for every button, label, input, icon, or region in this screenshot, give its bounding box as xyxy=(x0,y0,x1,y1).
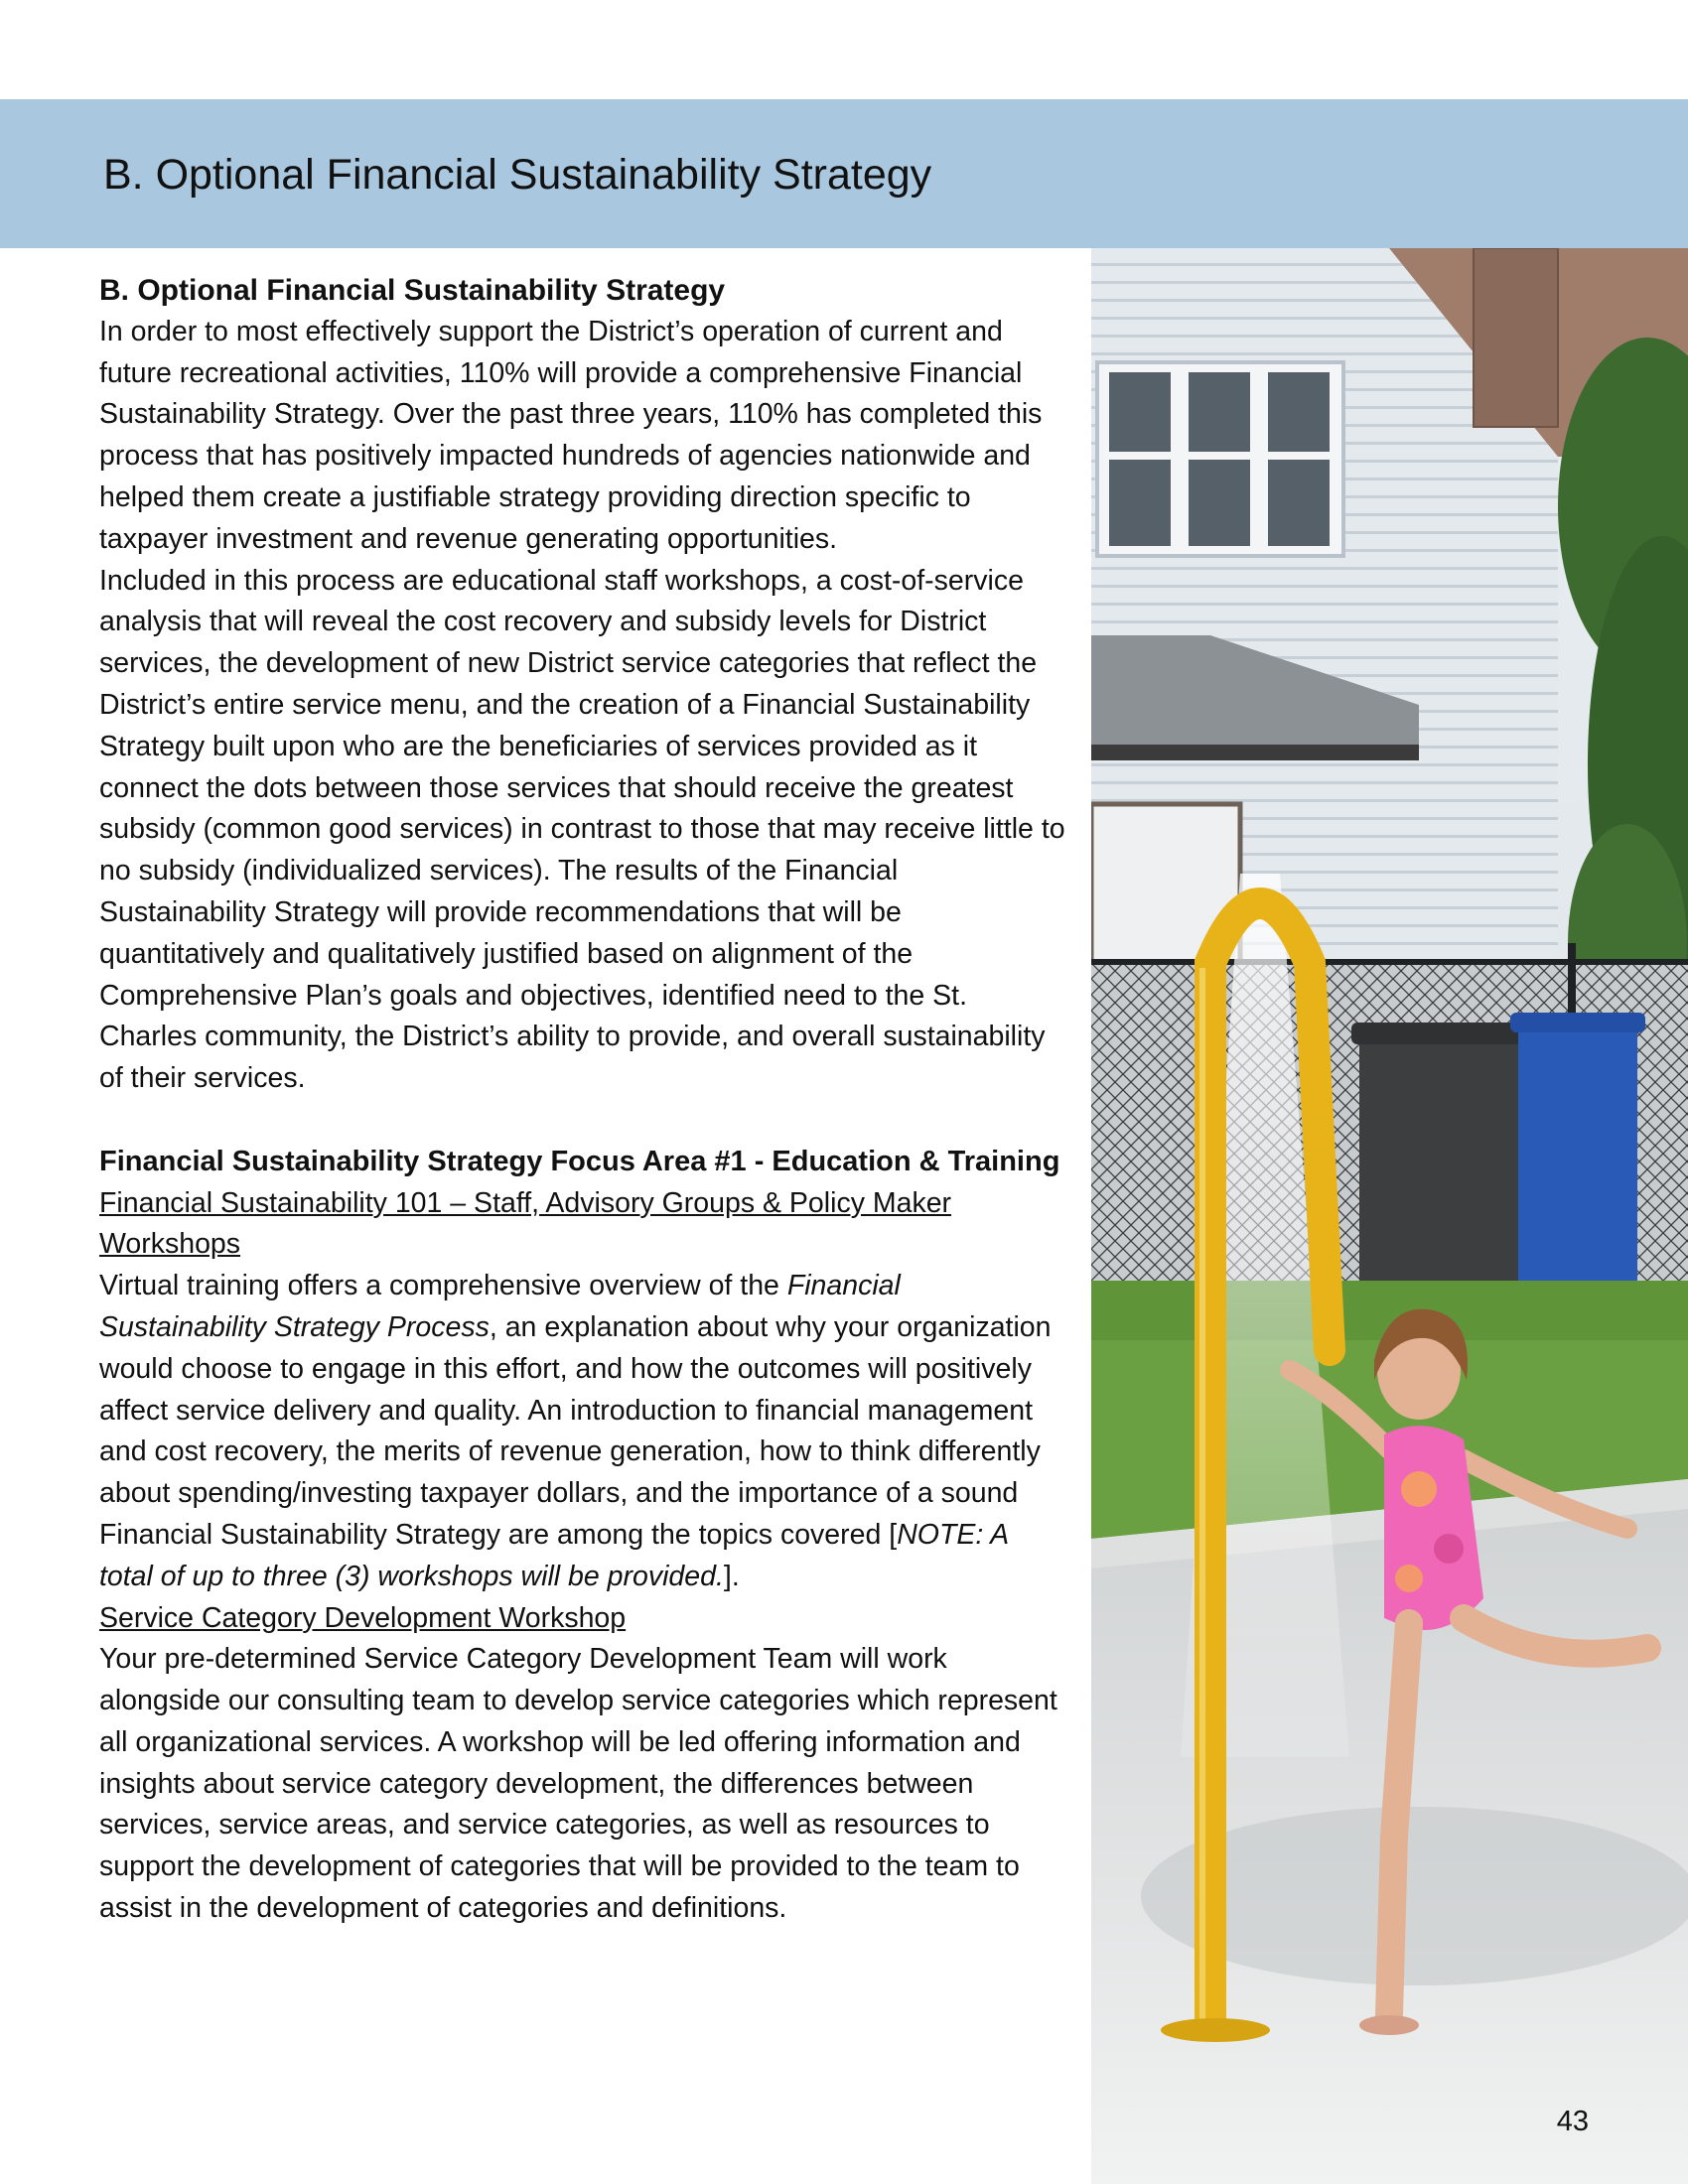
main-text-column xyxy=(99,270,1067,1930)
workshop-101-paragraph xyxy=(99,1266,1067,1597)
intro-paragraph: In order to most effectively support the District’s operation of current and future recreational activities, 110% will provide a comprehensive Financial Sustainability Strategy. Over the past three years, 110% has completed this process that has positively impacted hundreds of agencies nationwide and helped them create a justifiable strategy providing direction specific to taxpayer investment and revenue generating opportunities. xyxy=(99,315,1043,555)
workshop-101-note: NOTE: A total of up to three (3) workshops will be provided. xyxy=(99,1518,1009,1592)
workshop-101-text-b: , an explanation about why your organization would choose to engage in this effort, and how the outcomes will positively affect service delivery and quality. An introduction to financial management and cost recovery, the merits of revenue generation, how to think differently about spending/investing taxpayer dollars, and the importance of a sound Financial Sustainability Strategy are among the topics covered [ xyxy=(99,1310,1052,1551)
focus-area-heading: Financial Sustainability Strategy Focus Area #1 - Education & Training xyxy=(99,1145,1060,1177)
workshop-101-title: Financial Sustainability 101 – Staff, Advisory Groups & Policy Maker Workshops xyxy=(99,1186,952,1261)
workshop-101-italic-process: Financial Sustainability Strategy Process xyxy=(99,1270,901,1343)
page-title: B. Optional Financial Sustainability Strategy xyxy=(103,151,932,199)
service-category-workshop-paragraph: Your pre-determined Service Category Development Team will work alongside our consulting team to develop service categories which represent all organizational services. A workshop will be led offering information and insights about service category development, the differences between services, service areas, and service categories, as well as resources to support the development of categories that will be provided to the team to assist in the development of categories and definitions. xyxy=(99,1643,1057,1925)
page-number: 43 xyxy=(1556,2106,1589,2137)
workshop-101-text-c: ]. xyxy=(723,1560,740,1592)
section-heading: B. Optional Financial Sustainability Strategy xyxy=(99,274,726,307)
splash-pad-photo xyxy=(1091,248,1688,2184)
workshop-101-text-a: Virtual training offers a comprehensive overview of the xyxy=(99,1270,787,1302)
process-paragraph: Included in this process are educational staff workshops, a cost-of-service analysis that will reveal the cost recovery and subsidy levels for District services, the development of new District service categories that reflect the District’s entire service menu, and the creation of a Financial Sustainability Strategy built upon who are the beneficiaries of services provided as it connect the dots between those services that should receive the greatest subsidy (common good services) in contrast to those that may receive little to no subsidy (individualized services). The results of the Financial Sustainability Strategy will provide recommendations that will be quantitatively and qualitatively justified based on alignment of the Comprehensive Plan’s goals and objectives, identified need to the St. Charles community, the District’s ability to provide, and overall sustainability of their services. xyxy=(99,564,1065,1095)
service-category-workshop-title: Service Category Development Workshop xyxy=(99,1601,627,1634)
